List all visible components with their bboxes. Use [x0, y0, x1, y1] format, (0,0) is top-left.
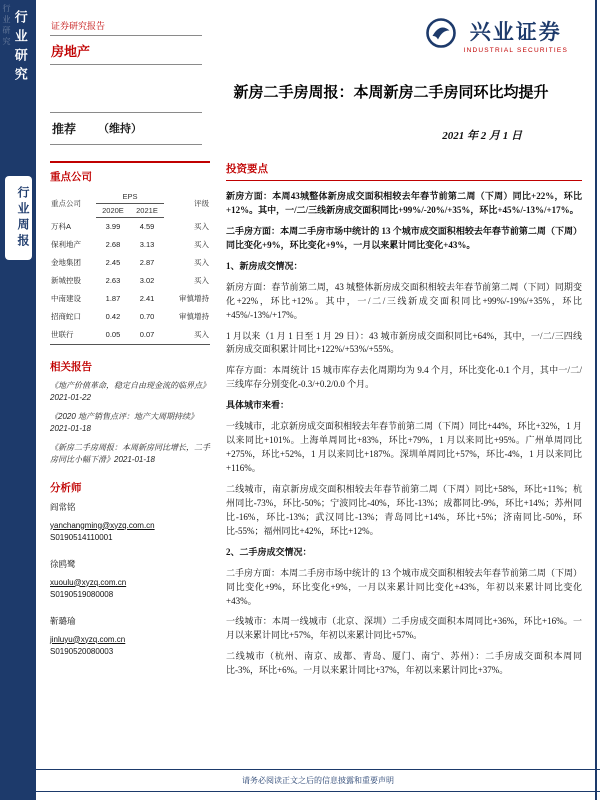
- left-sidebar: [0, 0, 36, 800]
- related-reports-list: [50, 380, 210, 466]
- header-left: [50, 16, 202, 65]
- eps-2020: 0.05: [96, 326, 130, 345]
- rating-value: 推荐: [52, 122, 77, 136]
- key-companies-title: 重点公司: [50, 171, 92, 183]
- company-name: 万科A: [51, 222, 72, 231]
- eps-2020: 2.63: [105, 276, 121, 285]
- brand-subtitle: INDUSTRIAL SECURITIES: [463, 47, 568, 54]
- col-header-2020e: 2020E: [96, 204, 130, 218]
- analyst-entry: [50, 558, 210, 599]
- company-name: 招商蛇口: [51, 312, 81, 321]
- analyst-email-link[interactable]: jinluyu@xyzq.com.cn: [50, 634, 126, 644]
- company-name: 新城控股: [51, 276, 81, 285]
- report-date: 2021 年 2 月 1 日: [442, 130, 522, 142]
- analyst-email-link[interactable]: yanchangming@xyzq.com.cn: [50, 520, 155, 530]
- analyst-entry: [50, 615, 210, 656]
- body-columns: [50, 161, 582, 685]
- table-row: [50, 236, 210, 254]
- sidebar-category-label: 行业研究: [12, 10, 28, 86]
- brand-name: 兴业证券: [469, 20, 562, 44]
- body-paragraph: 库存方面：本周统计 15 城市库存去化周期均为 9.4 个月，环比变化-0.1 个月，其中一/二/三线库存分别变化-0.3/+0.2/0.0 个月。: [226, 365, 582, 390]
- sidebar-report-type-badge: 行业周报: [5, 176, 32, 260]
- related-report-link[interactable]: 《2020 地产销售点评：地产大周期持续》2021-01-18: [50, 411, 199, 433]
- eps-2020: 2.68: [105, 240, 121, 249]
- eps-2021: 2.41: [139, 294, 155, 303]
- body-paragraph: 新房方面：春节前第二周，43 城整体新房成交面积相较去年春节前第二周（下同）同期变化+22%，环比+12%。其中，一/二/三线新成交面积同比+99%/-19%/+35%，环比+45%/-13%/+17%。: [226, 281, 582, 320]
- analyst-name: 阎常铭: [50, 501, 76, 512]
- company-rating: 买入: [164, 326, 210, 345]
- eps-2021: 0.70: [139, 312, 155, 321]
- summary-paragraph: 新房方面：本周43城整体新房成交面积相较去年春节前第二周（下周）同比+22%，环比+12%。其中，一/二/三线新房成交面积同比+99%/-20%/+35%，环比+45%/-13%/+17%。: [226, 191, 582, 215]
- body-paragraph: 一线城市：本周一线城市（北京、深圳）二手房成交面积本周同比+36%，环比+16%。一月以来累计同比+57%，年初以来累计同比+57%。: [226, 616, 582, 641]
- brand-text: [464, 16, 568, 54]
- eps-2021: 0.07: [130, 326, 164, 345]
- analyst-name: 徐鸥鹭: [50, 558, 76, 569]
- company-rating: 买入: [194, 258, 209, 267]
- analysts-list: [50, 501, 210, 656]
- industry-label: 房地产: [50, 36, 202, 65]
- company-rating: 买入: [194, 276, 209, 285]
- eps-2021: 3.02: [139, 276, 155, 285]
- table-row: [50, 218, 210, 236]
- eps-2020: 0.42: [105, 312, 121, 321]
- analyst-license-id: S0190519080008: [50, 589, 114, 599]
- analyst-name: 靳璐瑜: [50, 615, 76, 626]
- company-rating: 买入: [194, 240, 209, 249]
- body-paragraph: 1 月以来（1 月 1 日至 1 月 29 日）：43 城市新房成交面积同比+64%，其中，一/二/三四线新房成交面积累计同比+122%/+53%/+55%。: [226, 330, 582, 355]
- company-name: 保利地产: [51, 240, 81, 249]
- table-row: [50, 290, 210, 308]
- col-header-eps: EPS: [96, 190, 164, 204]
- analyst-email-link[interactable]: xuoulu@xyzq.com.cn: [50, 577, 127, 587]
- company-name: 世联行: [50, 326, 96, 345]
- analyst-license-id: S0190520080003: [50, 646, 114, 656]
- section-heading: 1、新房成交情况：: [226, 260, 303, 271]
- section-heading: 具体城市来看：: [226, 400, 290, 411]
- eps-2020: 3.99: [105, 222, 121, 232]
- report-type-label: 证券研究报告: [50, 16, 202, 36]
- company-rating: 审慎增持: [179, 294, 209, 303]
- eps-2020: 1.87: [105, 294, 121, 303]
- related-report-link[interactable]: 《地产价值革命，稳定自由现金流的临界点》2021-01-22: [50, 380, 210, 402]
- company-rating: 买入: [194, 222, 209, 231]
- company-name: 中南建设: [51, 294, 81, 303]
- col-header-company: 重点公司: [51, 199, 81, 209]
- col-header-2021e: 2021E: [130, 204, 164, 218]
- body-paragraph: 一线城市，北京新房成交面积相较去年春节前第二周（下周）同比+44%，环比+32%，1 月以来同比+101%。上海单周同比+83%，环比+79%，1 月以来同比+95%。广州单周同比+275%，环比+52%，1 月以来同比+187%。深圳单周同比+57%，环比-4%，1 月以来同比+116%。: [226, 421, 582, 473]
- section-heading: 2、二手房成交情况：: [226, 546, 312, 557]
- summary-paragraph: 二手房方面：本周二手房市场中统计的 13 个城市成交面积相较去年春节前第二周（下周）同比变化+9%，环比变化+9%，一月以来累计同比变化+43%。: [226, 225, 582, 250]
- company-name: 金地集团: [51, 258, 81, 267]
- brand-block: [425, 16, 568, 54]
- analysts-title: 分析师: [50, 481, 82, 494]
- brand-logo-icon: [425, 17, 457, 54]
- report-header: [50, 16, 582, 65]
- sidebar-watermark-text: 行业研究: [2, 4, 11, 48]
- body-paragraph: 二手房方面：本周二手房市场中统计的 13 个城市成交面积相较去年春节前第二周（下周）同比变化+9%，环比变化+9%，一月以来累计同比变化+43%，年初以来累计同比变化+43%。: [226, 567, 582, 606]
- eps-2021: 3.13: [139, 240, 155, 249]
- key-companies-table: [50, 190, 210, 345]
- body-paragraph: 二线城市，南京新房成交面积相较去年春节前第二周（下周）同比+58%，环比+11%；杭州同比-73%，环比-50%；宁波同比-40%，环比-13%；成都同比-9%，环比+14%；苏州同比-16%，环比-13%；武汉同比-13%；青岛同比+14%，环比+5%；济南同比-50%，环比-55%；福州同比+42%，环比+12%。: [226, 483, 582, 536]
- table-row: [50, 326, 210, 345]
- related-reports-title: 相关报告: [50, 360, 92, 373]
- rating-box: [50, 112, 202, 145]
- rating-status: （维持）: [98, 123, 143, 135]
- eps-2021: 2.87: [139, 258, 155, 267]
- investment-summary-panel: [226, 161, 582, 685]
- page-title: 新房二手房周报：本周新房二手房同环比均提升: [233, 85, 549, 101]
- table-row: [50, 308, 210, 326]
- body-paragraph: 二线城市（杭州、南京、成都、青岛、厦门、南宁、苏州）：二手房成交面积本周同比-3%，环比+6%。一月以来累计同比+37%，年初以来累计同比+37%。: [226, 651, 582, 676]
- eps-2020: 2.45: [105, 258, 121, 267]
- investment-summary-title: 投资要点: [226, 161, 582, 181]
- rating-date-row: [50, 112, 582, 145]
- table-row: [50, 272, 210, 290]
- content-area: [36, 0, 600, 760]
- disclaimer-footer: 请务必阅读正文之后的信息披露和重要声明: [36, 769, 600, 792]
- analyst-license-id: S0190514110001: [50, 532, 113, 542]
- related-report-link[interactable]: 《新房二手房周报：本周新房同比增长，二手房同比小幅下滑》2021-01-18: [50, 442, 210, 464]
- col-header-rating: 评级: [194, 199, 209, 209]
- company-rating: 审慎增持: [179, 312, 209, 321]
- left-panel: [50, 161, 210, 685]
- title-row: [200, 81, 582, 102]
- analyst-entry: [50, 501, 210, 542]
- eps-2021: 4.59: [139, 222, 155, 232]
- table-row: [50, 254, 210, 272]
